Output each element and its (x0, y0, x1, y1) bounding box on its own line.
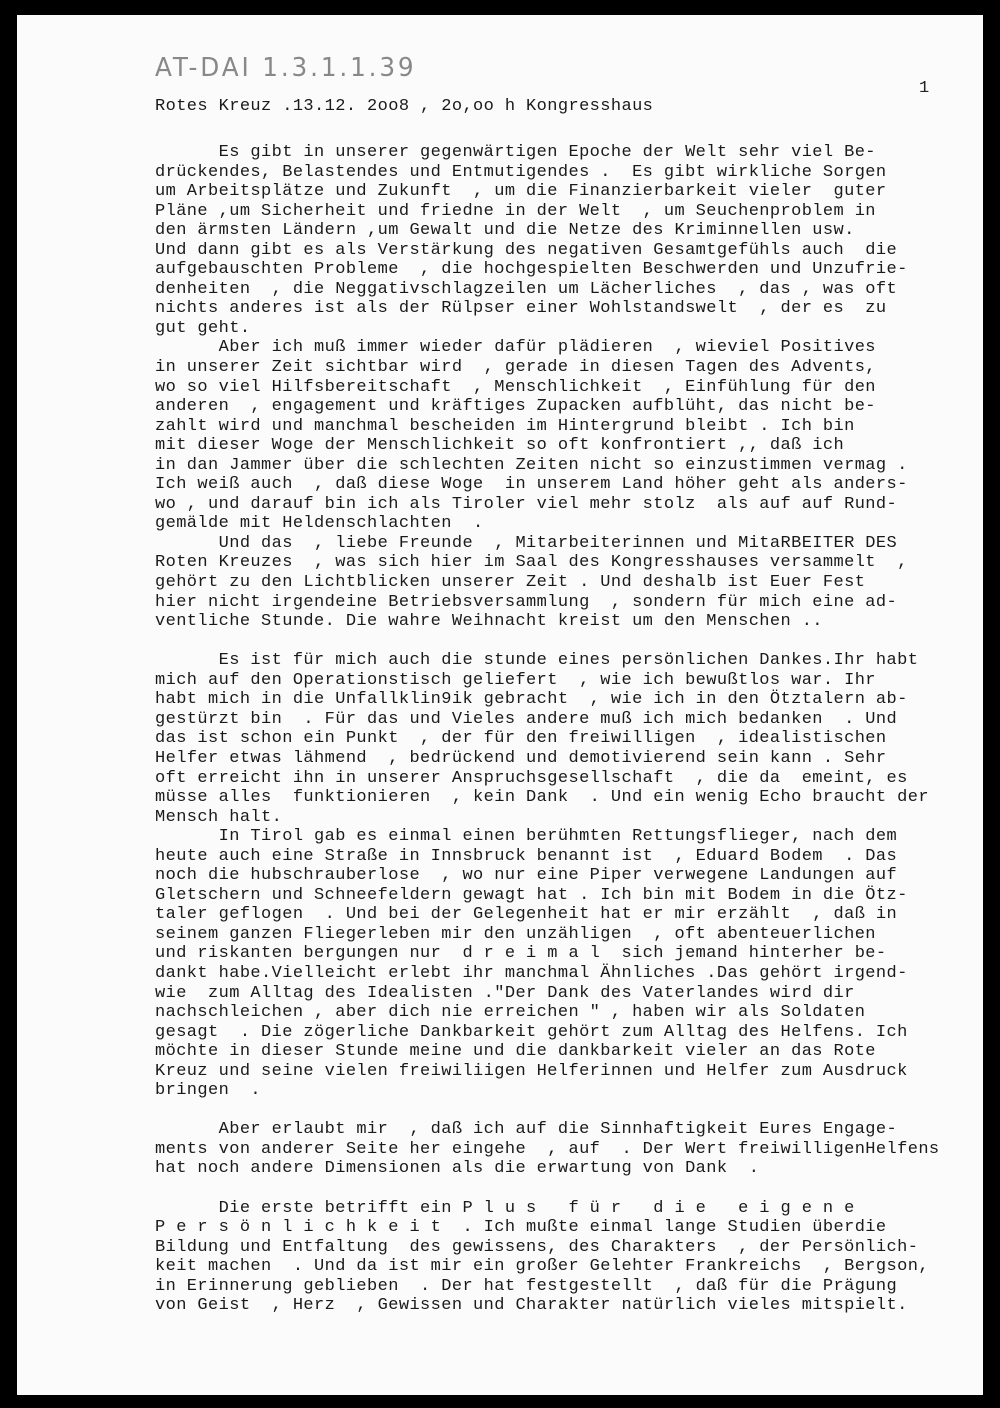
text-line: Aber ich muß immer wieder dafür plädieren , wieviel Positives (155, 338, 876, 358)
text-line: noch die hubschrauberlose , wo nur eine Piper verwegene Landungen auf (155, 866, 898, 886)
text-line: nichts anderes ist als der Rülpser einer Wohlstandswelt , der es zu (155, 299, 887, 319)
text-line: in dan Jammer über die schlechten Zeiten nicht so einzustimmen vermag . (155, 455, 908, 475)
text-line: denheiten , die Neggativschlagzeilen um Lächerliches , das , was oft (155, 279, 898, 299)
text-line: Ich weiß auch , daß diese Woge in unserem Land höher geht als anders- (155, 475, 908, 495)
text-line: wie zum Alltag des Idealisten ."Der Dank des Vaterlandes wird dir (155, 983, 855, 1003)
text-line: Die erste betrifft ein P l u s f ü r d i e e i g e n e (155, 1198, 855, 1218)
text-line: von Geist , Herz , Gewissen und Charakter natürlich vieles mitspielt. (155, 1296, 908, 1316)
text-line: seinem ganzen Fliegerleben mir den unzähligen , oft abenteuerlichen (155, 924, 876, 944)
text-line: nachschleichen , aber dich nie erreichen " , haben wir als Soldaten (155, 1003, 866, 1023)
text-line: gesagt . Die zögerliche Dankbarkeit gehört zum Alltag des Helfens. Ich (155, 1022, 908, 1042)
text-line: Roten Kreuzes , was sich hier im Saal des Kongresshauses versammelt , (155, 553, 908, 573)
document-page (17, 15, 983, 1395)
text-line: heute auch eine Straße in Innsbruck benannt ist , Eduard Bodem . Das (155, 846, 898, 866)
text-line: zahlt wird und manchmal bescheiden im Hintergrund bleibt . Ich bin (155, 416, 855, 436)
text-line: um Arbeitsplätze und Zukunft , um die Finanzierbarkeit vieler guter (155, 182, 887, 202)
text-line: aufgebauschten Probleme , die hochgespielten Beschwerden und Unzufrie- (155, 260, 908, 280)
text-line: Aber erlaubt mir , daß ich auf die Sinnhaftigkeit Eures Engage- (155, 1120, 898, 1140)
text-line: Kreuz und seine vielen freiwiliigen Helferinnen und Helfer zum Ausdruck (155, 1061, 908, 1081)
text-line: wo , und darauf bin ich als Tiroler viel mehr stolz als auf auf Rund- (155, 494, 898, 514)
text-line: in unserer Zeit sichtbar wird , gerade in diesen Tagen des Advents, (155, 358, 876, 378)
text-line: hat noch andere Dimensionen als die erwartung von Dank . (155, 1159, 760, 1179)
text-line: Es gibt in unserer gegenwärtigen Epoche der Welt sehr viel Be- (155, 143, 876, 162)
text-line: ventliche Stunde. Die wahre Weihnacht kreist um den Menschen .. (155, 612, 823, 632)
text-line: drückendes, Belastendes und Entmutigendes . Es gibt wirkliche Sorgen (155, 162, 887, 182)
text-line: das ist schon ein Punkt , der für den freiwilligen , idealistischen (155, 729, 887, 749)
text-line (155, 1179, 940, 1199)
text-line (155, 1101, 940, 1121)
text-line: gehört zu den Lichtblicken unserer Zeit . Und deshalb ist Euer Fest (155, 573, 866, 593)
text-line: gestürzt bin . Für das und Vieles andere muß ich mich bedanken . Und (155, 709, 898, 729)
text-line: gemälde mit Heldenschlachten . (155, 514, 484, 534)
text-line: Und das , liebe Freunde , Mitarbeiterinnen und MitaRBEITER DES (155, 533, 898, 553)
text-line: Gletschern und Schneefeldern gewagt hat . Ich bin mit Bodem in die Ötz- (155, 885, 908, 905)
speech-text (155, 143, 940, 1316)
text-line: in Erinnerung geblieben . Der hat festgestellt , daß für die Prägung (155, 1276, 898, 1296)
text-line: den ärmsten Ländern ,um Gewalt und die Netze des Kriminnellen usw. (155, 221, 855, 241)
text-line: Pläne ,um Sicherheit und friedne in der Welt , um Seuchenproblem in (155, 201, 876, 221)
text-line: bringen . (155, 1081, 262, 1101)
text-line: Bildung und Entfaltung des gewissens, des Charakters , der Persönlich- (155, 1237, 919, 1257)
text-line: habt mich in die Unfallklin9ik gebracht , wie ich in den Ötztalern ab- (155, 690, 908, 710)
text-line: möchte in dieser Stunde meine und die dankbarkeit vieler an das Rote (155, 1042, 876, 1062)
text-line: taler geflogen . Und bei der Gelegenheit hat er mir erzählt , daß in (155, 905, 898, 925)
text-line: und riskanten bergungen nur d r e i m a l sich jemand hinterher be- (155, 944, 887, 964)
text-line: ments von anderer Seite her eingehe , auf . Der Wert freiwilligenHelfens (155, 1139, 940, 1159)
text-line: oft erreicht ihn in unserer Anspruchsgesellschaft , die da emeint, es (155, 768, 908, 788)
text-line: Es ist für mich auch die stunde eines persönlichen Dankes.Ihr habt (155, 651, 919, 671)
text-line: Helfer etwas lähmend , bedrückend und demotivierend sein kann . Sehr (155, 748, 887, 768)
document-header: Rotes Kreuz .13.12. 2oo8 , 2o,oo h Kongresshaus (155, 97, 654, 116)
text-line: In Tirol gab es einmal einen berühmten Rettungsflieger, nach dem (155, 827, 898, 847)
text-line: gut geht. (155, 318, 251, 338)
text-line: dankt habe.Vielleicht erlebt ihr manchmal Ähnliches .Das gehört irgend- (155, 963, 908, 983)
text-line: müsse alles funktionieren , kein Dank . Und ein wenig Echo braucht der (155, 788, 929, 808)
text-line: mit dieser Woge der Menschlichkeit so oft konfrontiert ,, daß ich (155, 436, 845, 456)
text-line (155, 632, 940, 652)
text-line: Mensch halt. (155, 807, 283, 827)
text-line: Und dann gibt es als Verstärkung des negativen Gesamtgefühls auch die (155, 240, 898, 260)
text-line: anderen , engagement und kräftiges Zupacken aufblüht, das nicht be- (155, 397, 876, 417)
text-line: keit machen . Und da ist mir ein großer Gelehter Frankreichs , Bergson, (155, 1257, 929, 1277)
archive-reference-handwritten: AT-DAI 1.3.1.1.39 (155, 53, 417, 83)
page-number: 1 (919, 79, 930, 98)
text-line: mich auf den Operationstisch geliefert , wie ich bewußtlos war. Ihr (155, 670, 876, 690)
text-line: hier nicht irgendeine Betriebsversammlung , sondern für mich eine ad- (155, 592, 898, 612)
text-line: wo so viel Hilfsbereitschaft , Menschlichkeit , Einfühlung für den (155, 377, 876, 397)
text-line: P e r s ö n l i c h k e i t . Ich mußte einmal lange Studien überdie (155, 1218, 887, 1238)
